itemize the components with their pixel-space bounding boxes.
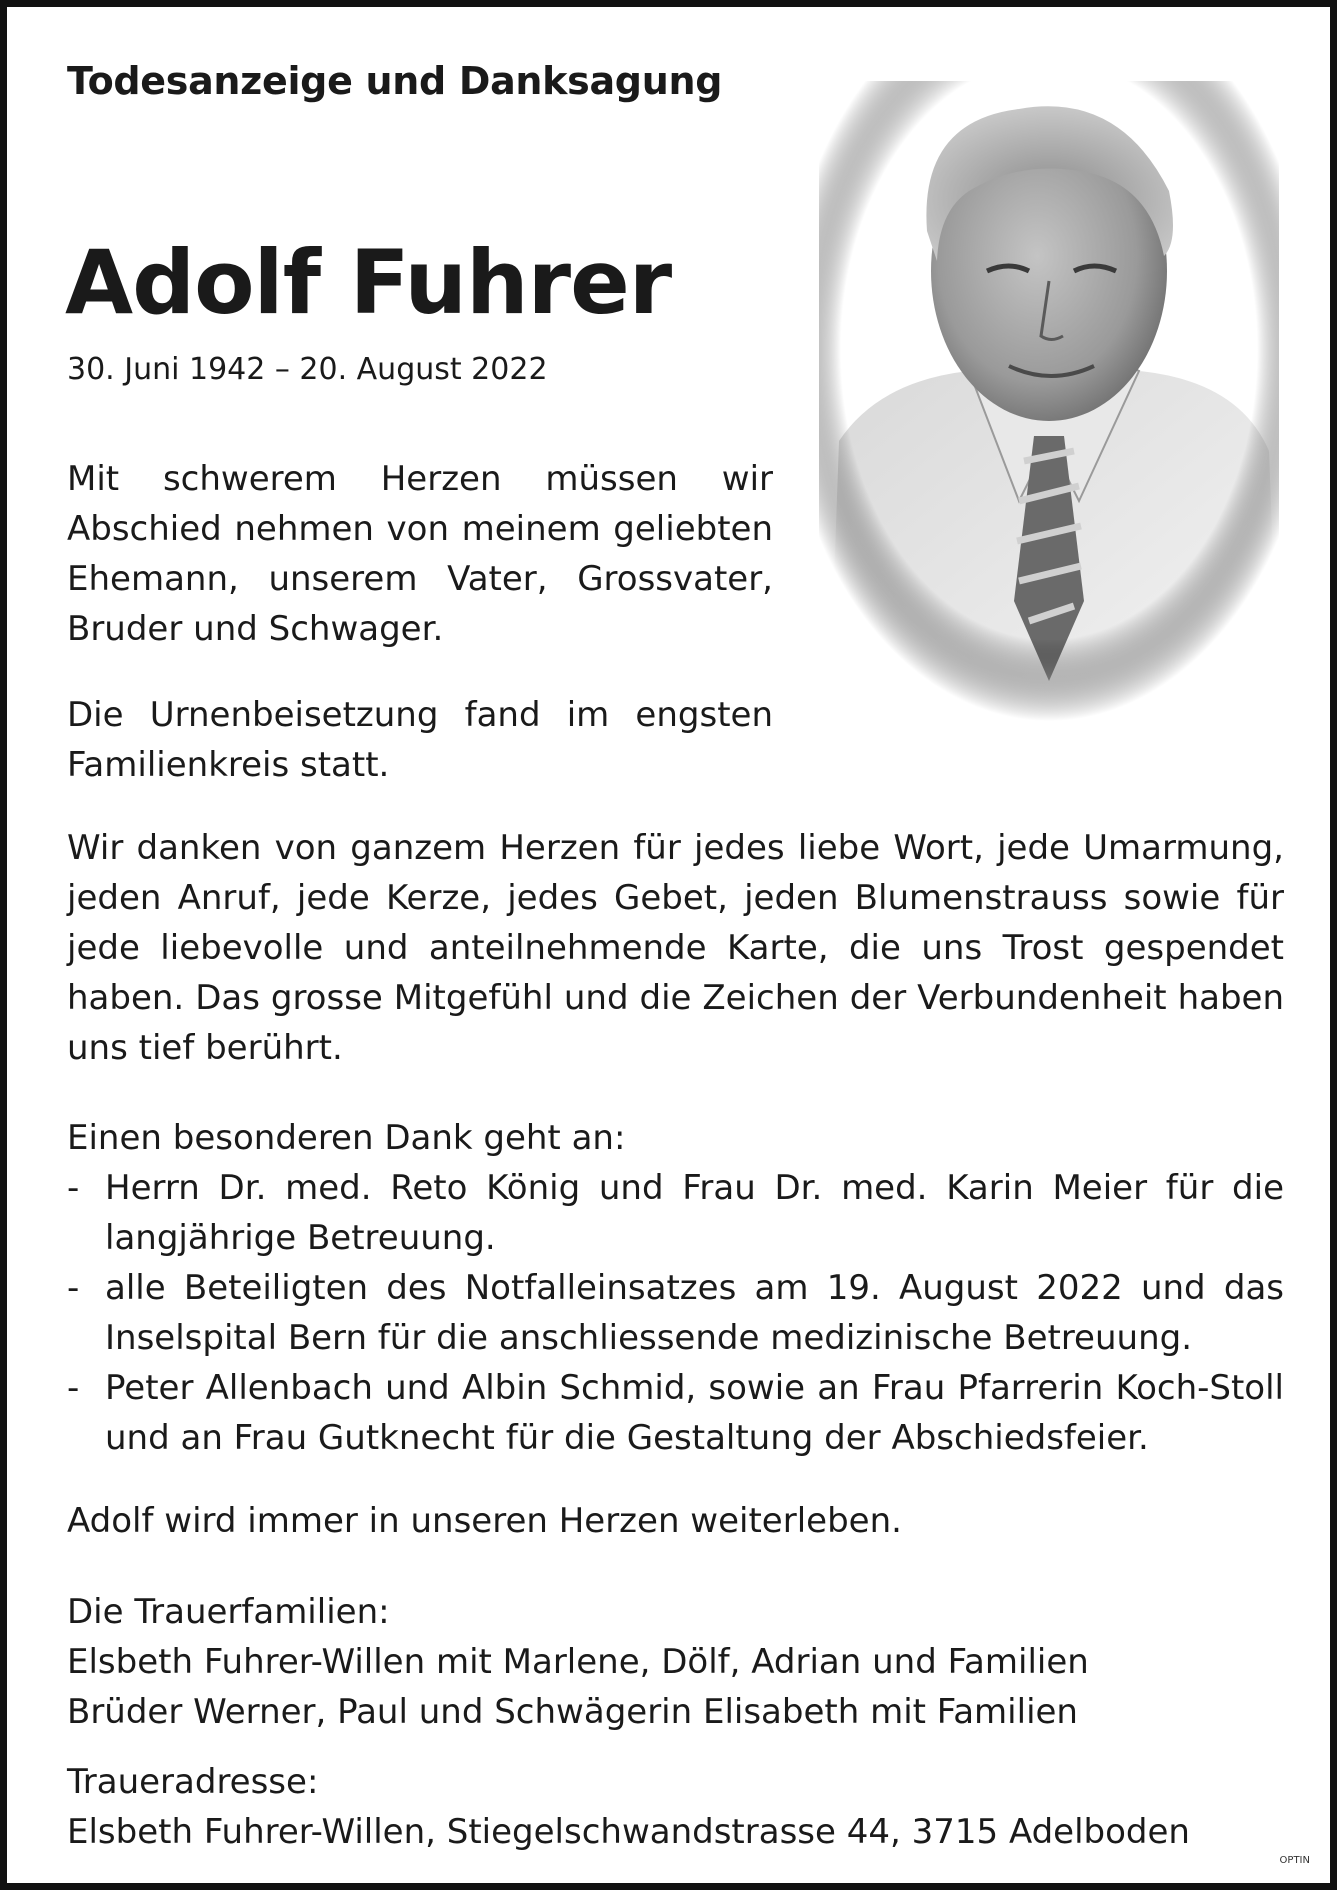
special-thanks-list: [67, 1163, 1284, 1463]
farewell-paragraph: Mit schwerem Herzen müssen wir Abschied nehmen von meinem geliebten Ehemann, unserem Vater, Grossvater, Bruder und Schwager.: [67, 459, 773, 649]
address-label: Traueradresse:: [67, 1762, 319, 1802]
family-line: Elsbeth Fuhrer-Willen mit Marlene, Dölf, Adrian und Familien: [67, 1642, 1089, 1682]
publisher-mark: OPTIN: [1279, 1855, 1310, 1866]
special-thanks-intro: Einen besonderen Dank geht an:: [67, 1118, 626, 1158]
mourning-families: [67, 1587, 1089, 1737]
family-label: Die Trauerfamilien:: [67, 1592, 390, 1632]
burial-paragraph: Die Urnenbeisetzung fand im engsten Familienkreis statt.: [67, 695, 773, 785]
list-item: - alle Beteiligten des Notfalleinsatzes am 19. August 2022 und das Inselspital Bern für die anschliessende medizinische Betreuung.: [67, 1263, 1284, 1363]
portrait-photo: [819, 81, 1279, 721]
closing-line: Adolf wird immer in unseren Herzen weiterleben.: [67, 1501, 902, 1541]
deceased-name: Adolf Fuhrer: [65, 231, 672, 334]
family-line: Brüder Werner, Paul und Schwägerin Elisabeth mit Familien: [67, 1692, 1078, 1732]
gratitude-paragraph: Wir danken von ganzem Herzen für jedes liebe Wort, jede Umarmung, jeden Anruf, jede Kerze, jedes Gebet, jeden Blumenstrauss sowie für jede liebevolle und anteilnehmende Karte, die uns Trost gespendet haben. Das grosse Mitgefühl und die Zeichen der Verbundenheit haben uns tief berührt.: [67, 828, 1284, 1068]
mourning-address: [67, 1757, 1190, 1857]
special-thanks: [67, 1113, 1284, 1463]
list-item: - Peter Allenbach und Albin Schmid, sowie an Frau Pfarrerin Koch-Stoll und an Frau Gutknecht für die Gestaltung der Abschiedsfeier.: [67, 1363, 1284, 1463]
notice-heading: Todesanzeige und Danksagung: [67, 59, 723, 103]
list-item: - Herrn Dr. med. Reto König und Frau Dr. med. Karin Meier für die langjährige Betreuung.: [67, 1163, 1284, 1263]
address-line: Elsbeth Fuhrer-Willen, Stiegelschwandstrasse 44, 3715 Adelboden: [67, 1812, 1190, 1852]
life-dates: 30. Juni 1942 – 20. August 2022: [67, 352, 548, 387]
